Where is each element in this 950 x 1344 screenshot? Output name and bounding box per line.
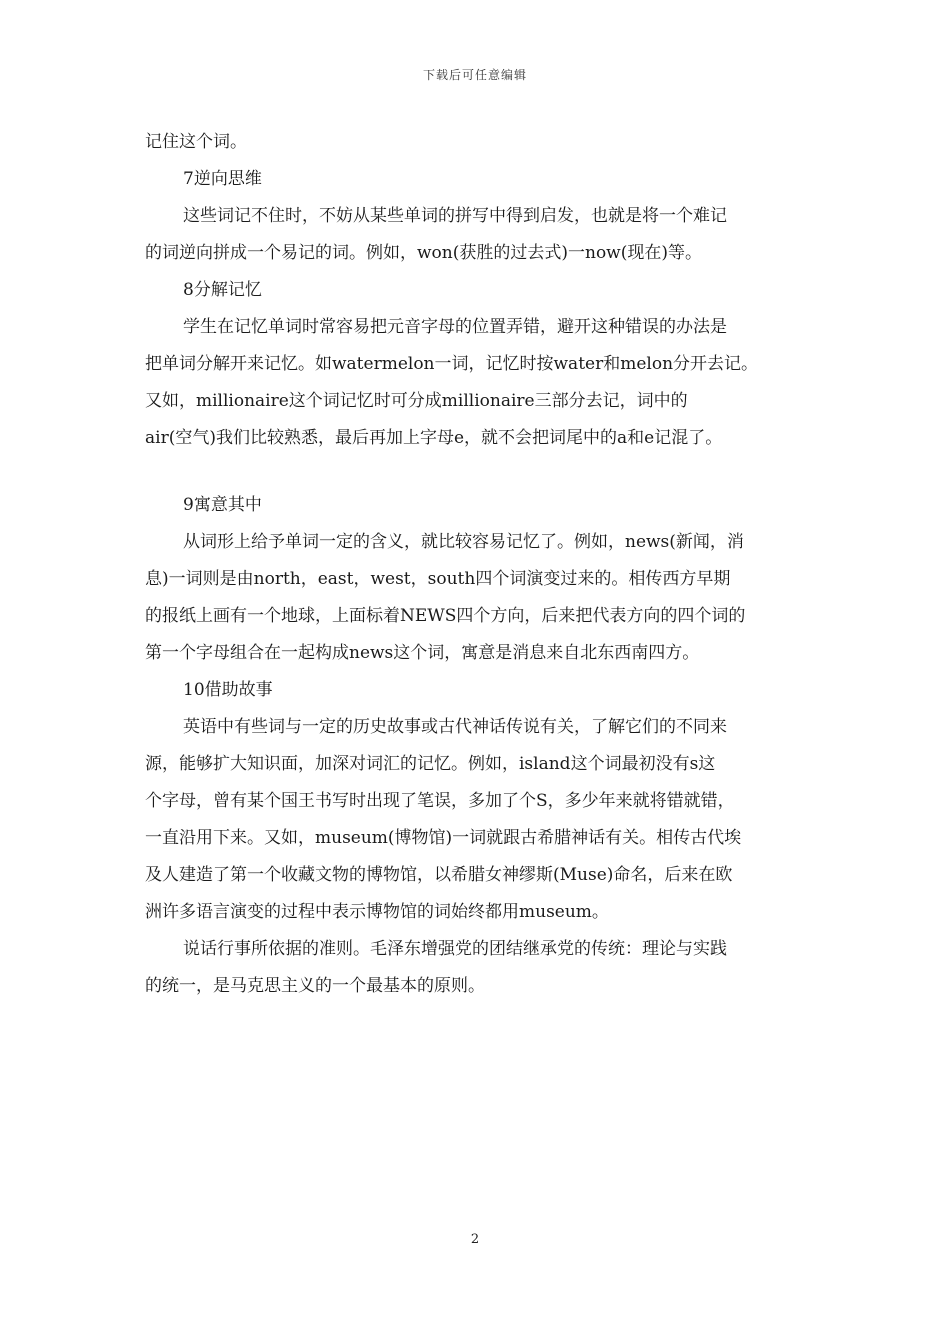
paragraph-line: 从词形上给予单词一定的含义，就比较容易记忆了。例如，news(新闻，消: [183, 532, 744, 552]
paragraph-line: 的统一，是马克思主义的一个最基本的原则。: [145, 976, 485, 996]
paragraph-line: 息)一词则是由north，east，west，south四个词演变过来的。相传西方早期: [145, 569, 731, 589]
paragraph-line: 英语中有些词与一定的历史故事或古代神话传说有关，了解它们的不同来: [183, 717, 727, 737]
paragraph-line: 又如，millionaire这个词记忆时可分成millionaire三部分去记，词中的: [145, 391, 688, 411]
paragraph-line: 第一个字母组合在一起构成news这个词，寓意是消息来自北东西南四方。: [145, 643, 700, 663]
paragraph-line: 个字母，曾有某个国王书写时出现了笔误，多加了个S，多少年来就将错就错，: [145, 791, 735, 811]
section-heading-10: 10借助故事: [183, 680, 273, 700]
page-header: 下载后可任意编辑: [422, 68, 527, 82]
section-heading-9: 9寓意其中: [183, 495, 262, 515]
paragraph-line: 学生在记忆单词时常容易把元音字母的位置弄错，避开这种错误的办法是: [183, 317, 727, 337]
paragraph-line: 洲许多语言演变的过程中表示博物馆的词始终都用museum。: [145, 902, 609, 922]
paragraph-line: 及人建造了第一个收藏文物的博物馆，以希腊女神缪斯(Muse)命名，后来在欧: [145, 865, 733, 885]
paragraph-line: 记住这个词。: [145, 132, 247, 152]
section-heading-7: 7逆向思维: [183, 169, 262, 189]
paragraph-line: 这些词记不住时，不妨从某些单词的拼写中得到启发，也就是将一个难记: [183, 206, 727, 226]
section-heading-8: 8分解记忆: [183, 280, 262, 300]
paragraph-line: 把单词分解开来记忆。如watermelon一词，记忆时按water和melon分开去记。: [145, 354, 759, 374]
paragraph-line: 源，能够扩大知识面，加深对词汇的记忆。例如，island这个词最初没有s这: [145, 754, 716, 774]
paragraph-line: air(空气)我们比较熟悉，最后再加上字母e，就不会把词尾中的a和e记混了。: [145, 428, 723, 448]
page-number: 2: [470, 1232, 480, 1247]
paragraph-line: 的词逆向拼成一个易记的词。例如，won(获胜的过去式)一now(现在)等。: [145, 243, 702, 263]
paragraph-line: 的报纸上画有一个地球，上面标着NEWS四个方向，后来把代表方向的四个词的: [145, 606, 746, 626]
paragraph-spacer: [145, 457, 813, 487]
paragraph-line: 一直沿用下来。又如，museum(博物馆)一词就跟古希腊神话有关。相传古代埃: [145, 828, 742, 848]
document-body: [145, 124, 813, 1005]
paragraph-line: 说话行事所依据的准则。毛泽东增强党的团结继承党的传统：理论与实践: [183, 939, 727, 959]
